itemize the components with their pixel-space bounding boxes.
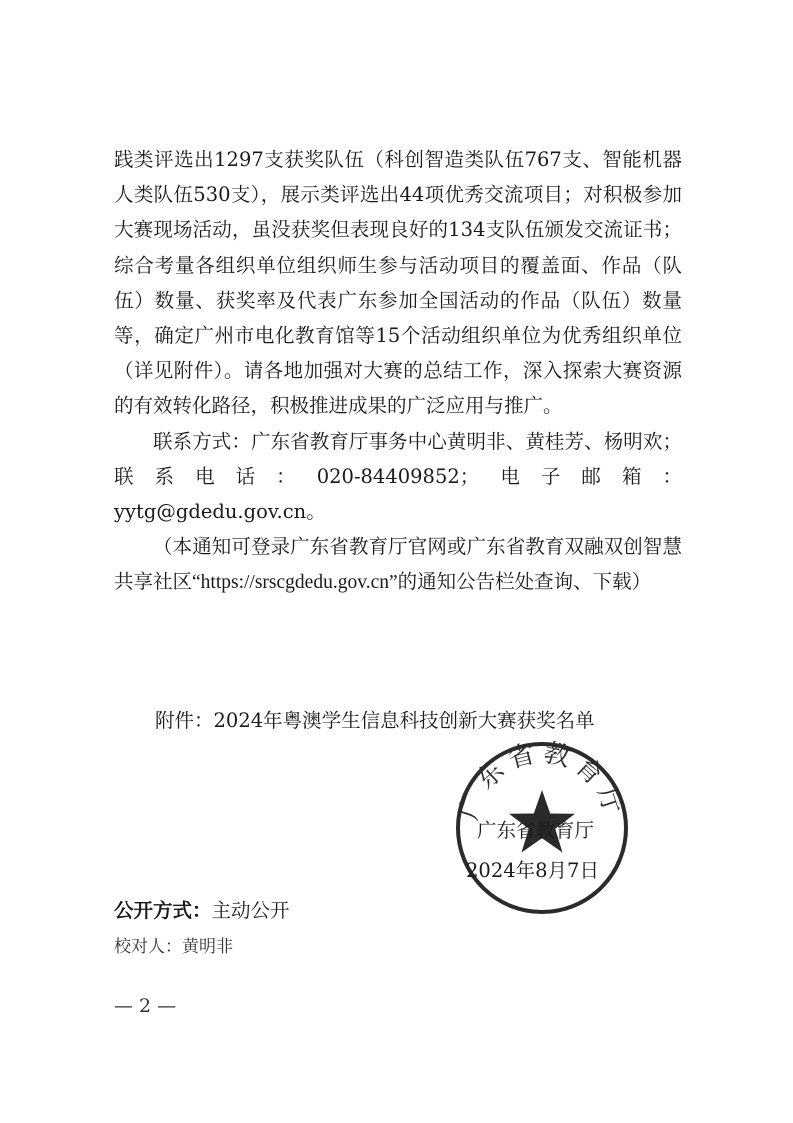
signature-organization: 广东省教育厅 — [477, 819, 595, 842]
body-paragraph: 践类评选出1297支获奖队伍（科创智造类队伍767支、智能机器人类队伍530支），展示类评选出44项优秀交流项目；对积极参加大赛现场活动，虽没获奖但表现良好的134支队伍颁发交流证书；综合考量各组织单位组织师生参与活动项目的覆盖面、作品（队伍）数量、获奖率及代表广东参加全国活动的作品（队伍）数量等，确定广州市电化教育馆等15个活动组织单位为优秀组织单位（详见附件）。请各地加强对大赛的总结工作，深入探索大赛资源的有效转化路径，积极推进成果的广泛应用与推广。 — [114, 148, 682, 418]
proofreader-line: 校对人：黄明非 — [114, 937, 233, 957]
seal-arc-text: 广东省教育厅 — [454, 738, 630, 824]
notice-body — [114, 142, 682, 601]
disclosure-label: 公开方式： — [114, 899, 212, 922]
download-note-suffix: 的通知公告栏处查询、下载） — [397, 570, 652, 594]
attachment-line: 附件：2024年粤澳学生信息科技创新大赛获奖名单 — [155, 709, 595, 732]
contact-paragraph: 联系方式：广东省教育厅事务中心黄明非、黄桂芳、杨明欢；联系电话：020-84409852；电子邮箱：yytg@gdedu.gov.cn。 — [114, 429, 682, 524]
signature-date: 2024年8月7日 — [466, 859, 599, 882]
download-note-url: “https://srscgdedu.gov.cn” — [192, 572, 398, 594]
download-note — [114, 529, 682, 600]
page-number: — 2 — — [114, 995, 177, 1017]
download-note-prefix: （本通知可登录广东省教育厅官网或广东省教育双融双创智慧共享社区 — [114, 535, 682, 594]
disclosure-value: 主动公开 — [211, 899, 290, 922]
disclosure-line — [114, 896, 290, 926]
